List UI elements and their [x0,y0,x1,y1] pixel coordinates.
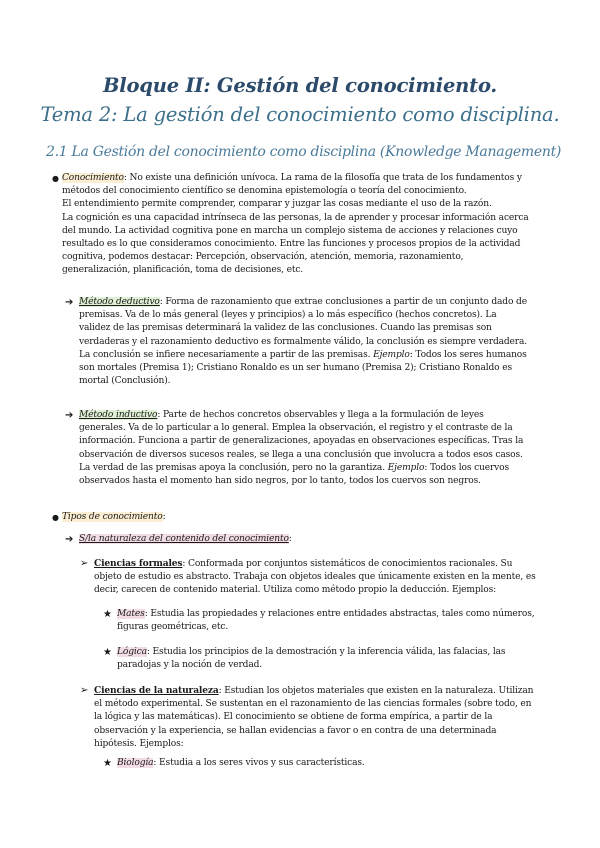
naturaleza-paragraph: Ciencias de la naturaleza: Estudian los objetos materiales que existen en la naturaleza. Utilizan el método experimental. Se sustentan en el razonamiento de las ciencias formales (sobre todo, en la lógica y las matemáticas). El conocimiento se obtiene de forma empírica, a partir de la observación y la experiencia, se hallan evidencias a favor o en contra de una determinada hipótesis. Ejemplos: [94,685,534,749]
deductivo-paragraph: Método deductivo: Forma de razonamiento que extrae conclusiones a partir de un conjunto dado de premisas. Va de lo más general (leyes y principios) a lo más específico (hechos concretos). La validez de las premisas determinará la validez de las conclusiones. Cuando las premisas son verdaderas y el razonamiento deductivo es formalmente válido, la conclusión es siempre verdadera. La conclusión se infiere necesariamente a partir de las premisas. Ejemplo: Todos los seres humanos son mortales (Premisa 1); Cristiano Ronaldo es un ser humano (Premisa 2); Cristiano Ronaldo es mortal (Conclusión). [79,297,527,387]
star-marker: ★ [103,609,112,620]
inductivo-label: Método inductivo [79,410,158,420]
arrow-marker: ➔ [65,297,74,308]
block-title: Bloque II: Gestión del conocimiento. [102,74,498,97]
inductivo-paragraph: Método inductivo: Parte de hechos concretos observables y llega a la formulación de leyes generales. Va de lo particular a lo general. Emplea la observación, el registro y el contraste de la información. Funciona a partir de generalizaciones, apoyadas en observaciones específicas. Tras la observación de diversos sucesos reales, se llega a una conclusión que involucra a todos esos casos. La verdad de las premisas apoya la conclusión, pero no la garantiza. Ejemplo: Todos los cuervos observados hasta el momento han sido negros, por lo tanto, todos los cuervos son negros. [79,410,524,487]
conocimiento-label: Conocimiento [62,173,124,183]
mates-paragraph: Mates: Estudia las propiedades y relaciones entre entidades abstractas, tales como números, figuras geométricas, etc. [117,609,535,633]
star-marker: ★ [103,647,112,658]
naturaleza-contenido-label: S/la naturaleza del contenido del conocimiento [79,534,289,544]
formales-paragraph: Ciencias formales: Conformada por conjuntos sistemáticos de conocimientos racionales. Su objeto de estudio es abstracto. Trabaja con objetos ideales que únicamente existen en la mente, es decir, carecen de contenido material. Utiliza como método propio la deducción. Ejemplos: [94,558,536,596]
naturaleza-contenido-heading: S/la naturaleza del contenido del conocimiento: [79,534,292,544]
arrow-marker: ➔ [65,410,74,421]
topic-title: Tema 2: La gestión del conocimiento como disciplina. [40,103,560,126]
chevron-marker: ➢ [80,685,89,696]
mates-label: Mates [117,609,145,619]
biologia-paragraph: Biología: Estudia a los seres vivos y sus características. [117,758,365,768]
naturaleza-label: Ciencias de la naturaleza [94,685,219,696]
logica-label: Lógica [117,647,147,657]
biologia-label: Biología [117,758,154,768]
bullet-marker: ● [52,174,59,183]
logica-paragraph: Lógica: Estudia los principios de la demostración y la inferencia válida, las falacias, las paradojas y la noción de verdad. [117,647,506,671]
chevron-marker: ➢ [80,558,89,569]
section-heading: 2.1 La Gestión del conocimiento como disciplina (Knowledge Management) [46,144,562,160]
star-marker: ★ [103,758,112,769]
arrow-marker: ➔ [65,534,74,545]
deductivo-label: Método deductivo [79,297,160,307]
tipos-heading: Tipos de conocimiento: [62,512,166,522]
conocimiento-paragraph: Conocimiento: No existe una definición unívoca. La rama de la filosofía que trata de los fundamentos y métodos del conocimiento científico se denomina epistemología o teoría del conocimiento. El entendimiento permite comprender, comparar y juzgar las cosas mediante el uso de la razón. La cognición es una capacidad intrínseca de las personas, la de aprender y procesar información acerca del mundo. La actividad cognitiva pone en marcha un complejo sistema de acciones y relaciones cuyo resultado es lo que consideramos conocimiento. Entre las funciones y procesos propios de la actividad cognitiva, podemos destacar: Percepción, observación, atención, memoria, razonamiento, generalización, planificación, toma de decisiones, etc. [62,173,529,276]
tipos-label: Tipos de conocimiento [62,512,163,522]
bullet-marker: ● [52,513,59,522]
formales-label: Ciencias formales [94,558,183,569]
